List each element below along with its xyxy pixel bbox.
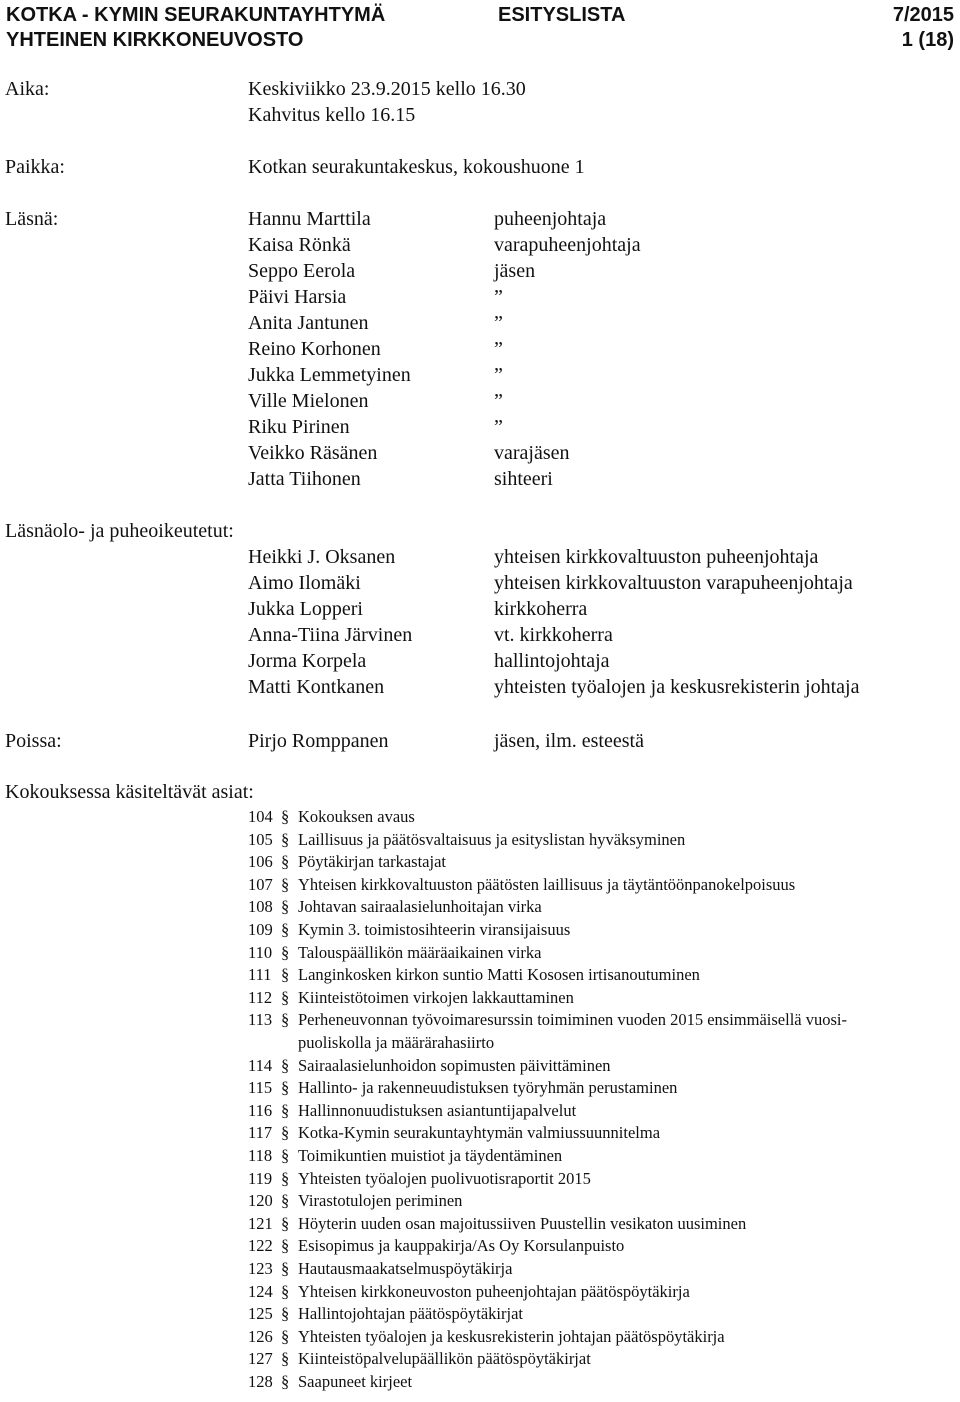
agenda-item-number: 108 — [248, 897, 273, 917]
member-role: varapuheenjohtaja — [494, 234, 641, 256]
document-number: 7/2015 — [892, 4, 954, 26]
member-name: Ville Mielonen — [248, 390, 369, 412]
agenda-item-number: 116 — [248, 1100, 273, 1120]
agenda-item-title: Hallintojohtajan päätöspöytäkirjat — [298, 1304, 523, 1324]
absent-role: jäsen, ilm. esteestä — [494, 730, 644, 752]
member-name: Seppo Eerola — [248, 260, 356, 282]
agenda-item-title: Talouspäällikön määräaikainen virka — [298, 942, 542, 962]
entitled-name: Jorma Korpela — [248, 650, 367, 672]
agenda-item-title: Saapuneet kirjeet — [298, 1372, 413, 1391]
entitled-role: yhteisten työalojen ja keskusrekisterin johtaja — [494, 676, 860, 698]
member-name: Anita Jantunen — [248, 312, 369, 334]
agenda-item-number: 122 — [248, 1236, 273, 1256]
entitled-role: hallintojohtaja — [494, 650, 610, 672]
agenda-item-number: 118 — [248, 1146, 273, 1165]
entitled-role: yhteisen kirkkovaltuuston puheenjohtaja — [494, 546, 819, 568]
section-sign: § — [281, 852, 290, 872]
agenda-item-title: Hautausmaakatselmuspöytäkirja — [298, 1259, 513, 1278]
agenda-item-title: Kotka-Kymin seurakuntayhtymän valmiussuunnitelma — [298, 1123, 661, 1143]
body-name: YHTEINEN KIRKKONEUVOSTO — [6, 29, 304, 51]
agenda-item-number: 128 — [248, 1372, 273, 1391]
section-sign: § — [281, 1100, 290, 1120]
agenda-item-title: Kiinteistötoimen virkojen lakkauttaminen — [298, 987, 574, 1007]
agenda-item-number: 112 — [248, 987, 273, 1007]
agenda-item-title: Yhteisen kirkkoneuvoston puheenjohtajan päätöspöytäkirja — [298, 1281, 690, 1301]
section-sign: § — [281, 807, 290, 826]
agenda-item-title: Virastotulojen periminen — [298, 1191, 463, 1211]
agenda-item-number: 117 — [248, 1123, 273, 1143]
absent-name: Pirjo Romppanen — [248, 730, 389, 752]
entitled-name: Matti Kontkanen — [248, 676, 385, 698]
coffee-time: Kahvitus kello 16.15 — [248, 104, 416, 126]
section-sign: § — [281, 942, 290, 962]
entitled-name: Aimo Ilomäki — [248, 572, 361, 594]
time-value: Keskiviikko 23.9.2015 kello 16.30 — [248, 78, 526, 100]
agenda-item-number: 107 — [248, 874, 273, 894]
agenda-item-number: 113 — [248, 1010, 273, 1030]
member-role: ” — [494, 416, 503, 438]
entitled-role: vt. kirkkoherra — [494, 624, 613, 646]
agenda-item-number: 119 — [248, 1168, 273, 1188]
agenda-item-number: 121 — [248, 1213, 273, 1233]
member-name: Veikko Räsänen — [248, 442, 378, 464]
page-number: 1 (18) — [901, 29, 954, 51]
member-name: Kaisa Rönkä — [248, 234, 351, 256]
agenda-item-title: Kiinteistöpalvelupäällikön päätöspöytäkirjat — [298, 1349, 591, 1369]
member-name: Jukka Lemmetyinen — [248, 364, 411, 386]
document-type: ESITYSLISTA — [498, 4, 626, 26]
section-sign: § — [281, 1281, 290, 1301]
agenda-item-title: Pöytäkirjan tarkastajat — [298, 852, 446, 872]
entitled-role: kirkkoherra — [494, 598, 588, 620]
agenda-item-title: Laillisuus ja päätösvaltaisuus ja esityslistan hyväksyminen — [298, 829, 686, 849]
section-sign: § — [281, 874, 290, 894]
section-sign: § — [281, 920, 290, 939]
agenda-item-number: 114 — [248, 1055, 273, 1075]
agenda-item-title-continuation: puoliskolla ja määrärahasiirto — [298, 1033, 495, 1052]
agenda-item-title: Langinkosken kirkon suntio Matti Kososen irtisanoutuminen — [298, 965, 700, 985]
member-name: Hannu Marttila — [248, 208, 371, 230]
present-label: Läsnä: — [5, 208, 59, 230]
agenda-item-number: 110 — [248, 942, 273, 962]
place-label: Paikka: — [5, 156, 65, 178]
agenda-item-title: Höyterin uuden osan majoitussiiven Puustellin vesikaton uusiminen — [298, 1213, 747, 1233]
time-label: Aika: — [5, 78, 50, 100]
agenda-item-number: 106 — [248, 852, 273, 872]
agenda-item-title: Perheneuvonnan työvoimaresurssin toimiminen vuoden 2015 ensimmäisellä vuosi- — [298, 1010, 847, 1030]
section-sign: § — [281, 1326, 290, 1346]
agenda-item-title: Yhteisten työalojen ja keskusrekisterin johtajan päätöspöytäkirja — [298, 1326, 725, 1346]
place-value: Kotkan seurakuntakeskus, kokoushuone 1 — [248, 156, 585, 178]
member-name: Jatta Tiihonen — [248, 468, 361, 490]
member-role: ” — [494, 286, 503, 308]
agenda-item-title: Yhteisten työalojen puolivuotisraportit 2015 — [298, 1168, 591, 1188]
agenda-item-number: 127 — [248, 1349, 273, 1369]
entitled-name: Jukka Lopperi — [248, 598, 363, 620]
member-role: ” — [494, 390, 503, 412]
agenda-item-number: 109 — [248, 920, 273, 939]
section-sign: § — [281, 1055, 290, 1075]
section-sign: § — [281, 1168, 290, 1188]
section-sign: § — [281, 1191, 290, 1211]
section-sign: § — [281, 1304, 290, 1324]
section-sign: § — [281, 987, 290, 1007]
section-sign: § — [281, 829, 290, 849]
member-role: jäsen — [494, 260, 536, 282]
member-name: Riku Pirinen — [248, 416, 350, 438]
agenda-item-number: 115 — [248, 1078, 273, 1098]
section-sign: § — [281, 1349, 290, 1369]
agenda-item-number: 111 — [248, 965, 272, 985]
agenda-item-number: 105 — [248, 829, 273, 849]
section-sign: § — [281, 897, 290, 917]
agenda-item-number: 104 — [248, 807, 273, 826]
entitled-name: Anna-Tiina Järvinen — [248, 624, 413, 646]
agenda-label: Kokouksessa käsiteltävät asiat: — [5, 781, 254, 803]
agenda-item-number: 125 — [248, 1304, 273, 1324]
section-sign: § — [281, 1010, 290, 1030]
section-sign: § — [281, 1236, 290, 1256]
member-role: ” — [494, 312, 503, 334]
section-sign: § — [281, 965, 290, 985]
agenda-item-number: 126 — [248, 1326, 273, 1346]
agenda-item-title: Toimikuntien muistiot ja täydentäminen — [298, 1146, 563, 1165]
agenda-item-title: Kymin 3. toimistosihteerin viransijaisuus — [298, 920, 571, 939]
section-sign: § — [281, 1213, 290, 1233]
member-role: varajäsen — [494, 442, 570, 464]
agenda-item-title: Hallinto- ja rakenneuudistuksen työryhmän perustaminen — [298, 1078, 678, 1098]
member-role: ” — [494, 338, 503, 360]
section-sign: § — [281, 1078, 290, 1098]
section-sign: § — [281, 1372, 290, 1391]
agenda-item-title: Sairaalasielunhoidon sopimusten päivittäminen — [298, 1055, 611, 1075]
agenda-item-title: Johtavan sairaalasielunhoitajan virka — [298, 897, 542, 917]
entitled-role: yhteisen kirkkovaltuuston varapuheenjohtaja — [494, 572, 853, 594]
section-sign: § — [281, 1259, 290, 1278]
member-role: puheenjohtaja — [494, 208, 607, 230]
agenda-item-title: Esisopimus ja kauppakirja/As Oy Korsulanpuisto — [298, 1236, 625, 1256]
agenda-item-number: 124 — [248, 1281, 273, 1301]
member-role: ” — [494, 364, 503, 386]
agenda-item-title: Kokouksen avaus — [298, 807, 415, 826]
entitled-label: Läsnäolo- ja puheoikeutetut: — [5, 520, 234, 542]
agenda-item-title: Hallinnonuudistuksen asiantuntijapalvelut — [298, 1100, 577, 1120]
absent-label: Poissa: — [5, 730, 62, 752]
entitled-name: Heikki J. Oksanen — [248, 546, 396, 568]
agenda-item-title: Yhteisen kirkkovaltuuston päätösten laillisuus ja täytäntöönpanokelpoisuus — [298, 874, 796, 894]
member-role: sihteeri — [494, 468, 553, 490]
member-name: Päivi Harsia — [248, 286, 347, 308]
organization-name: KOTKA - KYMIN SEURAKUNTAYHTYMÄ — [6, 4, 386, 26]
agenda-item-number: 123 — [248, 1259, 273, 1278]
section-sign: § — [281, 1123, 290, 1143]
section-sign: § — [281, 1146, 290, 1165]
agenda-item-number: 120 — [248, 1191, 273, 1211]
member-name: Reino Korhonen — [248, 338, 381, 360]
